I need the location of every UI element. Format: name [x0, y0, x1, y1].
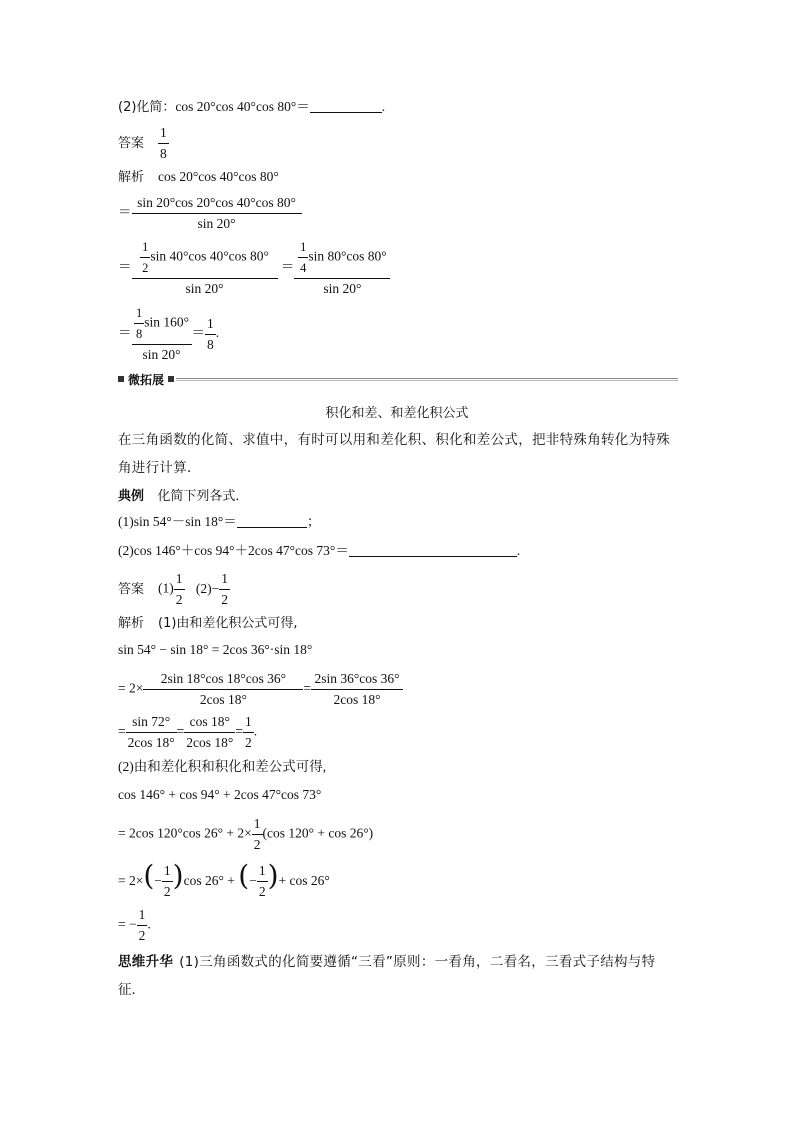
- analysis-2-line-5: = 2cos 120°cos 26° + 2× $\frac{1}{2}$ (cos 120° + cos 26°): [118, 816, 374, 852]
- section-intro-line-1: 在三角函数的化简、求值中，有时可以用和差化积、积化和差公式，把非特殊角转化为特殊: [118, 432, 670, 448]
- analysis-1-step1: ＝ $\frac{\sin 20^\circ\cos 20^\circ\cos 40^\circ\cos 80^\circ}{\sin 20^\circ}$: [118, 194, 302, 233]
- analysis-2-intro: 解析 (1)由和差化积公式可得,: [118, 616, 298, 631]
- insight-line-2: 征．: [118, 982, 145, 998]
- analysis-2-line-2: = 2× $\frac{2\sin 18^\circ\cos 18^\circ\cos 36^\circ}{2\cos 18^\circ}$ = $\frac{2\sin 36^\circ\cos 36^\circ}{2\cos 18^\circ}$: [118, 670, 403, 709]
- analysis-1-step2: ＝ $\frac{1}{2}$ sin 40°cos 40°cos 80° sin 20° ＝ $\frac{1}{4}$ sin 80°cos 80° sin 20°: [118, 238, 390, 298]
- right-paren: ): [267, 859, 279, 892]
- analysis-2-line-6: = 2×(− $\frac{1}{2}$ )cos 26° + (− $\frac{1}{2}$ )+ cos 26°: [118, 859, 330, 900]
- section-title: 积化和差、和差化积公式: [325, 406, 469, 421]
- section-intro-line-2: 角进行计算．: [118, 460, 201, 476]
- insight-line-1: 思维升华 (1)三角函数式的化简要遵循“三看”原则：一看角，二看名，三看式子结构与特: [118, 954, 656, 970]
- square-bullet-icon: [168, 376, 174, 382]
- answer-blank: [310, 98, 382, 113]
- analysis-2-line-7: = − $\frac{1}{2}$ .: [118, 907, 151, 943]
- analysis-2-line-3: = $\frac{\sin 72^\circ}{2\cos 18^\circ}$ = $\frac{\cos 18^\circ}{2\cos 18^\circ}$ = $\frac{1}{2}$ .: [118, 714, 258, 750]
- left-paren: (: [143, 859, 155, 892]
- left-paren: (: [238, 859, 250, 892]
- example-part-2: (2)cos 146°＋cos 94°＋2cos 47°cos 73°＝ .: [118, 543, 521, 558]
- example-heading: 典例 化简下列各式．: [118, 489, 249, 504]
- divider-line: [176, 378, 678, 379]
- question-2: (2)化简：cos 20°cos 40°cos 80°＝ .: [118, 99, 386, 115]
- answer-blank: [237, 513, 307, 528]
- answer-fraction: $\frac{1}{8}$: [160, 125, 167, 161]
- analysis-2-line-4: cos 146° + cos 94° + 2cos 47°cos 73°: [118, 787, 322, 802]
- section-divider: 微拓展: [118, 371, 678, 387]
- analysis-2-line-1: sin 54° − sin 18° = 2cos 36°·sin 18°: [118, 642, 313, 657]
- right-paren: ): [172, 859, 184, 892]
- example-part-1: (1)sin 54°－sin 18°＝ ；: [118, 514, 321, 529]
- answer-2: 答案 (1) $\frac{1}{2}$ (2)− $\frac{1}{2}$: [118, 571, 228, 607]
- analysis-1-step4: ＝ $\frac{1}{8}$ sin 160° sin 20° ＝ $\frac{1}{8}$ .: [118, 306, 220, 362]
- answer-1: 答案 $\frac{1}{8}$: [118, 125, 167, 161]
- analysis-2-intro-2: (2)由和差化积和积化和差公式可得,: [118, 759, 327, 774]
- answer-blank: [349, 542, 517, 557]
- analysis-1-title: 解析 cos 20°cos 40°cos 80°: [118, 169, 279, 185]
- square-bullet-icon: [118, 376, 124, 382]
